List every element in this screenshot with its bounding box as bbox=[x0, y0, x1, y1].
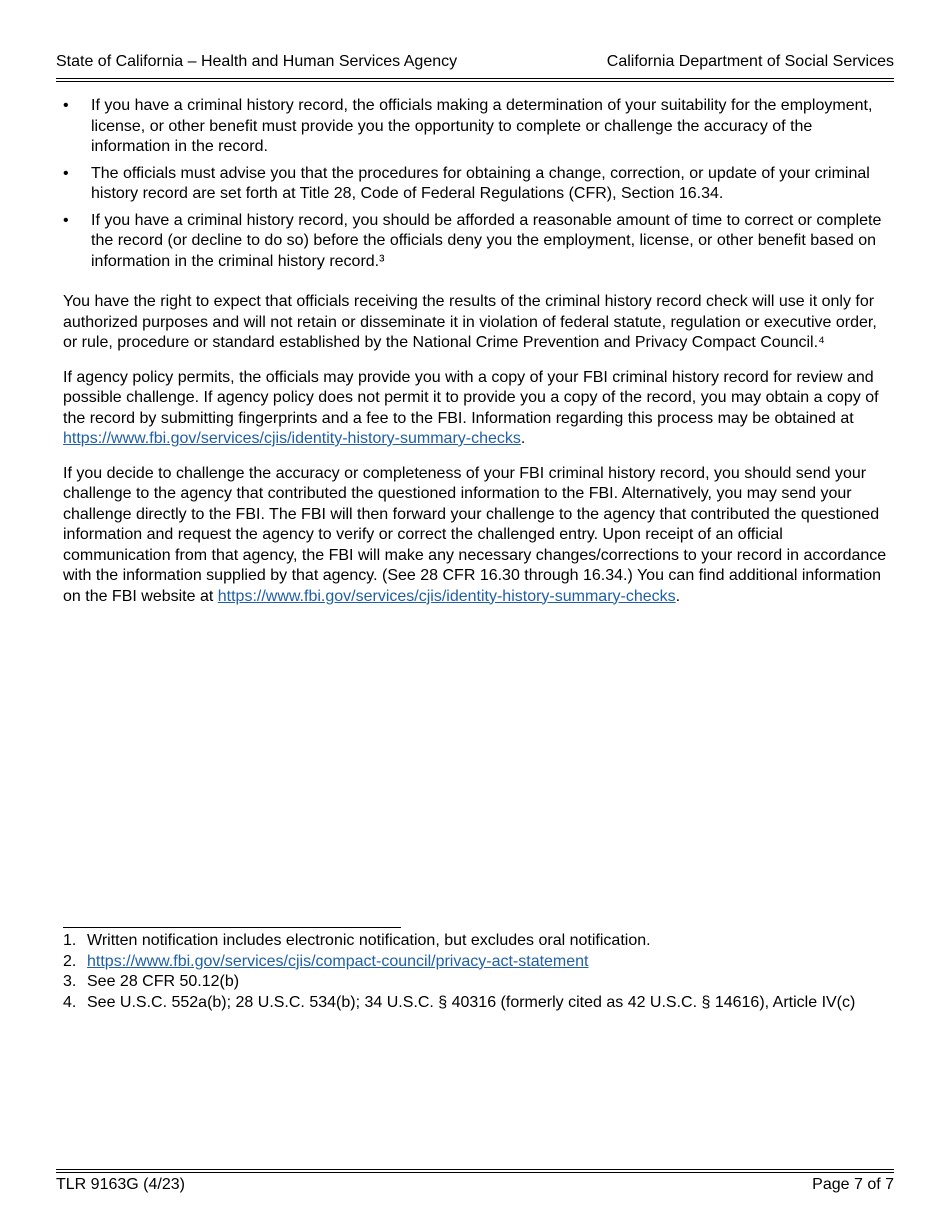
page-header bbox=[56, 53, 894, 71]
header-rule-bottom bbox=[56, 81, 894, 82]
list-item-text: The officials must advise you that the procedures for obtaining a change, correction, or update of your criminal history record are set forth at Title 28, Code of Federal Regulations (CFR), Section 16.34. bbox=[91, 164, 870, 202]
footnote-item bbox=[63, 972, 889, 993]
identity-history-link[interactable]: https://www.fbi.gov/services/cjis/identity-history-summary-checks bbox=[63, 430, 521, 447]
privacy-act-statement-link[interactable]: https://www.fbi.gov/services/cjis/compact-council/privacy-act-statement bbox=[87, 952, 589, 970]
header-rule-top bbox=[56, 78, 894, 79]
fbi-website-link[interactable]: https://www.fbi.gov/services/cjis/identity-history-summary-checks bbox=[217, 587, 676, 605]
footnote-number: 3. bbox=[63, 973, 77, 990]
footnote-item bbox=[63, 993, 889, 1014]
list-item bbox=[63, 164, 889, 205]
footer-rule-bottom bbox=[56, 1172, 894, 1173]
list-item bbox=[63, 96, 889, 158]
paragraph-text-end: . bbox=[520, 430, 526, 447]
footnotes bbox=[63, 931, 889, 1013]
paragraph-text: If you decide to challenge the accuracy or completeness of your FBI criminal history record, you should send your challenge to the agency that contributed the questioned information to the FBI. Alternatively, you may send your challenge directly to the FBI. The FBI will then forward your challenge to the agency that contributed the questioned information and request the agency to verify or correct the challenged entry. Upon receipt of an official communication from that agency, the FBI will make any necessary changes/corrections to your record in accordance with the information supplied by that agency. (See 28 CFR 16.30 through 16.34.) You can find additional information on the FBI website at bbox=[63, 464, 887, 605]
header-department: California Department of Social Services bbox=[606, 53, 894, 70]
footnote-item bbox=[63, 931, 889, 952]
footnote-item bbox=[63, 952, 889, 973]
paragraph-challenge bbox=[63, 464, 889, 608]
header-agency: State of California – Health and Human Services Agency bbox=[56, 53, 458, 70]
bullet-marker: • bbox=[63, 211, 69, 229]
footnote-number: 4. bbox=[63, 993, 77, 1011]
list-item-text: If you have a criminal history record, you should be afforded a reasonable amount of time to correct or complete the record (or decline to do so) before the officials deny you the employment, license, or other benefit based on information in the criminal history record.³ bbox=[91, 211, 882, 270]
rights-list bbox=[63, 96, 889, 272]
main-content bbox=[63, 96, 889, 607]
list-item-text: If you have a criminal history record, the officials making a determination of your suitability for the employment, license, or other benefit must provide you the opportunity to complete or challenge the accuracy of the information in the record. bbox=[91, 97, 873, 155]
bullet-marker: • bbox=[63, 97, 69, 114]
footnote-text: Written notification includes electronic notification, but excludes oral notification. bbox=[87, 932, 651, 949]
footnote-number: 2. bbox=[63, 952, 77, 970]
paragraph-record-copy bbox=[63, 368, 889, 450]
footnote-text: See 28 CFR 50.12(b) bbox=[87, 973, 240, 990]
page-footer bbox=[56, 1176, 894, 1194]
page-number: Page 7 of 7 bbox=[812, 1176, 894, 1193]
paragraph-authorized-use bbox=[63, 292, 889, 354]
footnote-separator bbox=[63, 927, 401, 928]
footer-rule-top bbox=[56, 1169, 894, 1170]
bullet-marker: • bbox=[63, 164, 69, 182]
paragraph-text-end: . bbox=[675, 587, 681, 605]
form-id: TLR 9163G (4/23) bbox=[56, 1176, 185, 1193]
footnote-number: 1. bbox=[63, 932, 77, 949]
footnote-text: See U.S.C. 552a(b); 28 U.S.C. 534(b); 34 U.S.C. § 40316 (formerly cited as 42 U.S.C. § 14616), Article IV(c) bbox=[87, 993, 856, 1011]
paragraph-text: If agency policy permits, the officials may provide you with a copy of your FBI criminal history record for review and possible challenge. If agency policy does not permit it to provide you a copy of the record, you may obtain a copy of the record by submitting fingerprints and a fee to the FBI. Information regarding this process may be obtained at bbox=[63, 368, 879, 427]
list-item bbox=[63, 211, 889, 273]
paragraph-text: You have the right to expect that officials receiving the results of the criminal history record check will use it only for authorized purposes and will not retain or disseminate it in violation of federal statute, regulation or executive order, or rule, procedure or standard established by the National Crime Prevention and Privacy Compact Council.⁴ bbox=[63, 293, 877, 351]
